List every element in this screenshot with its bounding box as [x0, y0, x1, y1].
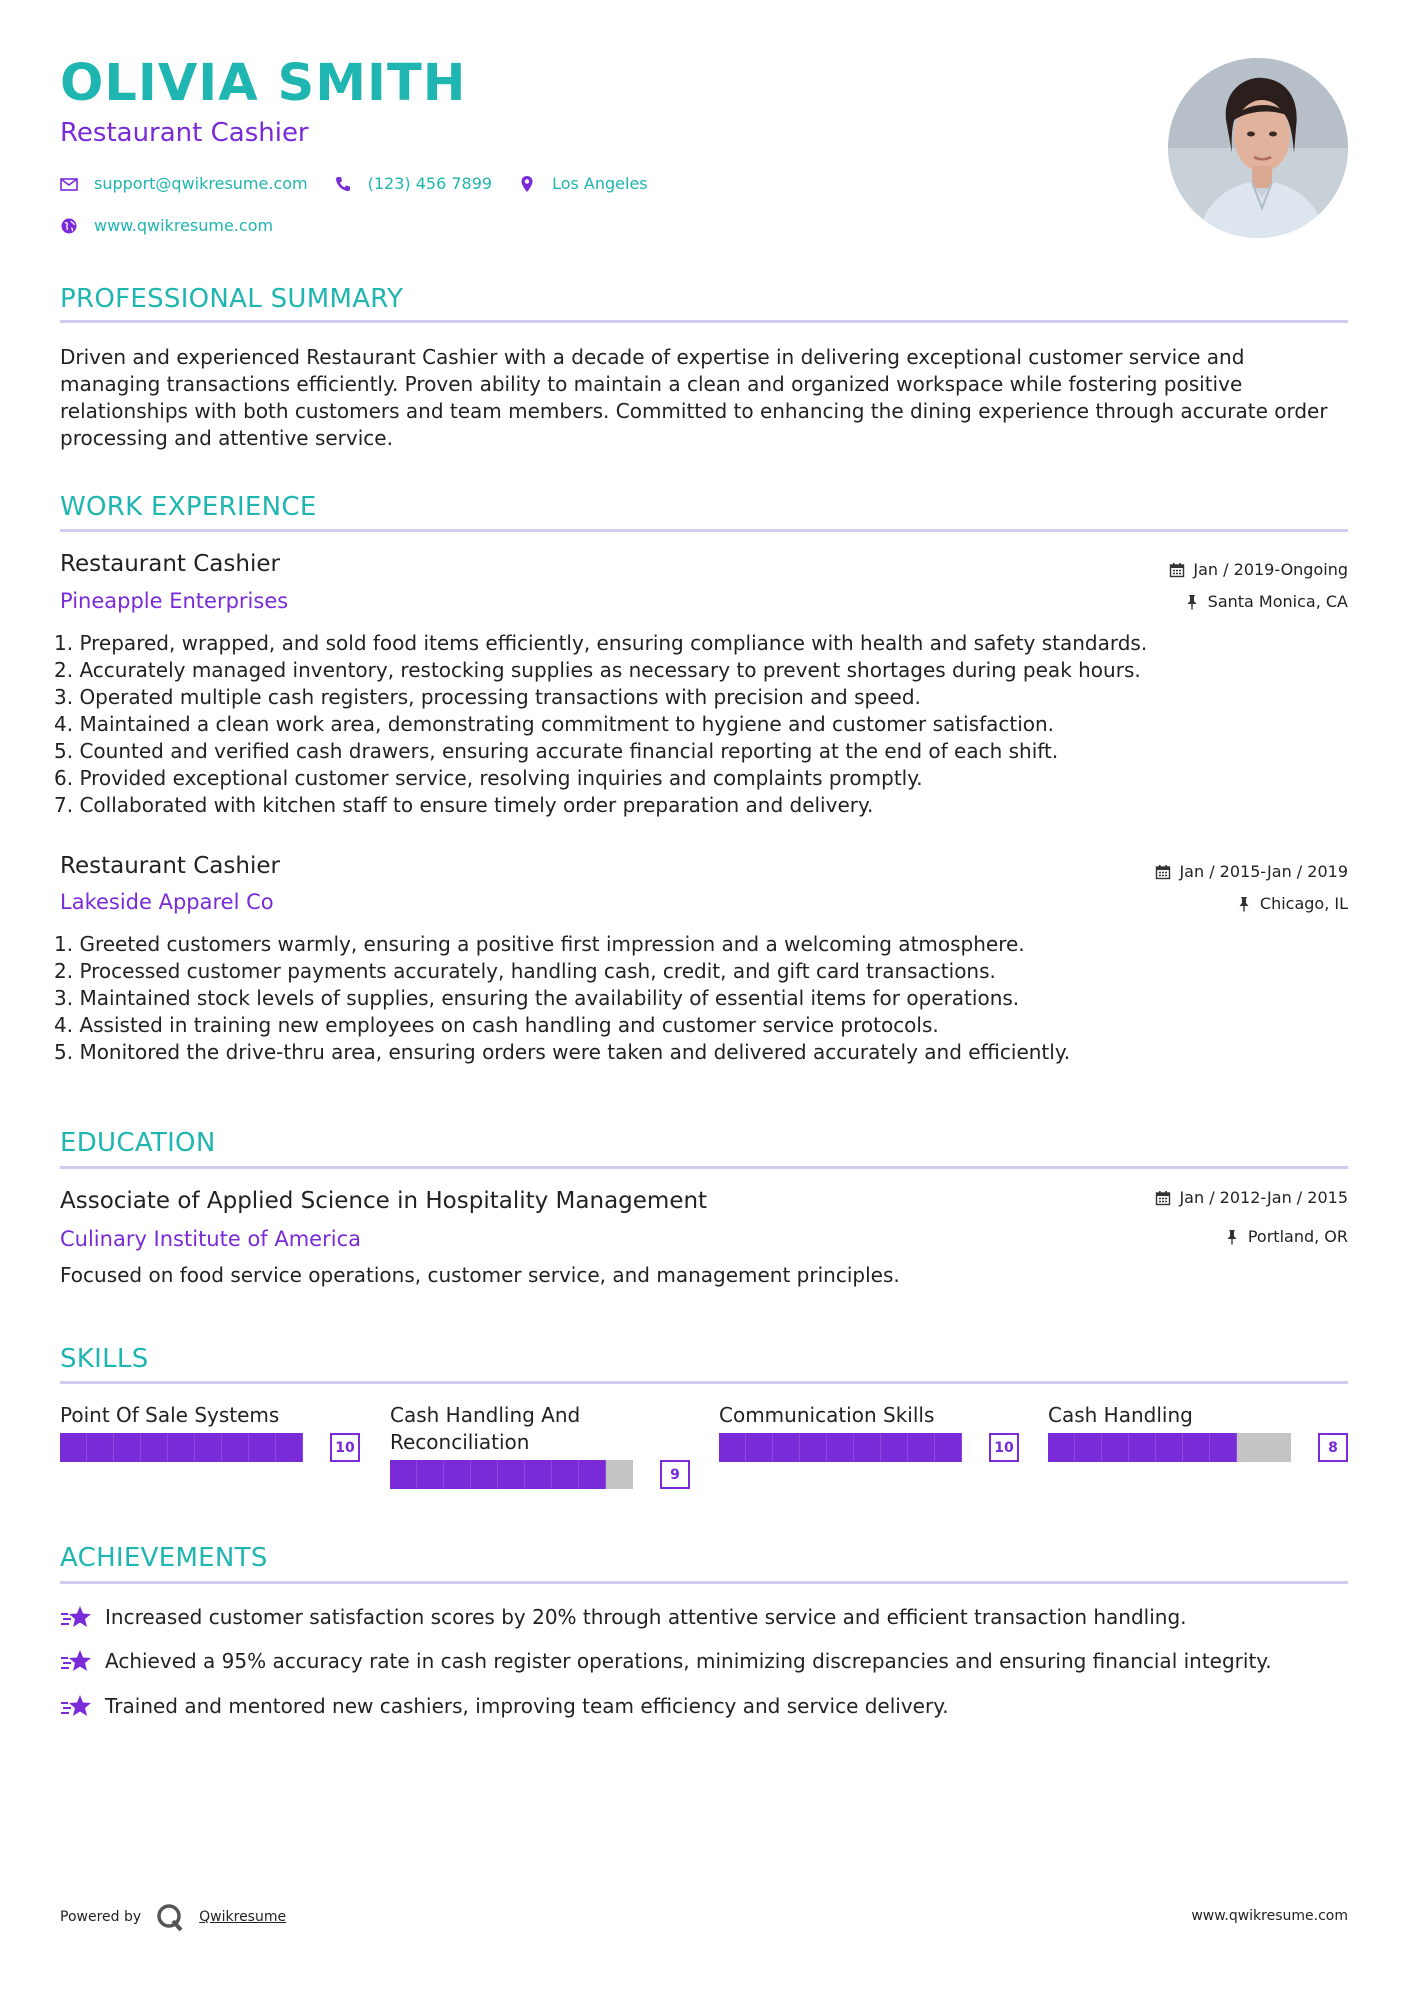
skill-segment: [276, 1433, 303, 1462]
skill-segment: [552, 1460, 579, 1489]
list-item: 4. Assisted in training new employees on cash handling and customer service protocols.: [54, 1013, 939, 1037]
list-item: 2. Accurately managed inventory, restocking supplies as necessary to prevent shortages during peak hours.: [54, 658, 1141, 682]
skill-segment: [1237, 1433, 1264, 1462]
footer-url[interactable]: www.qwikresume.com: [1191, 1908, 1348, 1924]
skill-segment: [87, 1433, 114, 1462]
skill-segment: [249, 1433, 276, 1462]
education-location: [1224, 1229, 1348, 1245]
job-title: Restaurant Cashier: [60, 853, 280, 879]
skills-heading: SKILLS: [60, 1344, 149, 1374]
job-location-text: Chicago, IL: [1259, 894, 1348, 913]
skill-segment: [471, 1460, 498, 1489]
contact-phone[interactable]: [334, 174, 492, 193]
contact-row-secondary: [60, 216, 299, 235]
skill-segment: [1156, 1433, 1183, 1462]
skill-level-badge: 10: [989, 1433, 1019, 1462]
qwikresume-link[interactable]: Qwikresume: [199, 1909, 287, 1925]
candidate-name: OLIVIA SMITH: [60, 54, 467, 113]
skill-item: [1048, 1402, 1348, 1462]
skill-segment: [854, 1433, 881, 1462]
skill-level-badge: 8: [1318, 1433, 1348, 1462]
skill-segment: [390, 1460, 417, 1489]
skill-track: [390, 1460, 633, 1489]
achievements-heading: ACHIEVEMENTS: [60, 1543, 268, 1573]
skill-level-bar: [390, 1460, 690, 1489]
skill-level-bar: [60, 1433, 360, 1462]
skill-segment: [444, 1460, 471, 1489]
skill-segment: [168, 1433, 195, 1462]
skill-segment: [195, 1433, 222, 1462]
education-description: Focused on food service operations, customer service, and management principles.: [60, 1263, 900, 1287]
skill-item: [60, 1402, 360, 1462]
list-item: 7. Collaborated with kitchen staff to ensure timely order preparation and delivery.: [54, 793, 874, 817]
education-heading: EDUCATION: [60, 1128, 216, 1158]
section-divider: [60, 529, 1348, 532]
contact-email[interactable]: [60, 174, 308, 193]
list-item: 1. Prepared, wrapped, and sold food items efficiently, ensuring compliance with health and safety standards.: [54, 631, 1148, 655]
shooting-star-icon: [60, 1693, 92, 1719]
skill-segment: [1075, 1433, 1102, 1462]
section-divider: [60, 1166, 1348, 1169]
skill-segment: [222, 1433, 249, 1462]
calendar-icon: [1155, 1190, 1171, 1206]
profile-photo: [1168, 58, 1348, 238]
globe-icon: [60, 217, 78, 235]
portrait-illustration: [1168, 58, 1348, 238]
education-dates-text: Jan / 2012-Jan / 2015: [1179, 1188, 1348, 1207]
experience-heading: WORK EXPERIENCE: [60, 492, 317, 522]
skill-segment: [606, 1460, 633, 1489]
skill-name: Cash Handling: [1048, 1403, 1193, 1427]
job-bullet-list: [54, 931, 1354, 1066]
skill-item: [390, 1402, 690, 1489]
achievement-item: [60, 1604, 1187, 1630]
list-item: 2. Processed customer payments accurately, handling cash, credit, and gift card transactions.: [54, 959, 996, 983]
powered-by-label: Powered by: [60, 1909, 142, 1925]
location-text: Los Angeles: [552, 174, 648, 193]
shooting-star-icon: [60, 1648, 92, 1674]
skill-segment: [579, 1460, 606, 1489]
job-location-text: Santa Monica, CA: [1207, 592, 1348, 611]
skill-track: [1048, 1433, 1291, 1462]
job-bullet-list: [54, 630, 1354, 819]
skill-segment: [141, 1433, 168, 1462]
section-divider: [60, 1381, 1348, 1384]
skill-level-badge: 9: [660, 1460, 690, 1489]
envelope-icon: [60, 175, 78, 193]
school-name: Culinary Institute of America: [60, 1227, 361, 1251]
job-company: Pineapple Enterprises: [60, 589, 289, 613]
phone-icon: [334, 175, 352, 193]
map-pin-icon: [518, 175, 536, 193]
skill-name: Communication Skills: [719, 1403, 935, 1427]
skill-level-badge: 10: [330, 1433, 360, 1462]
skill-segment: [935, 1433, 962, 1462]
achievement-text: Trained and mentored new cashiers, improving team efficiency and service delivery.: [105, 1694, 949, 1718]
job-location: [1236, 896, 1348, 912]
pushpin-icon: [1224, 1229, 1240, 1245]
contact-row-primary: [60, 174, 674, 193]
list-item: 1. Greeted customers warmly, ensuring a positive first impression and a welcoming atmosphere.: [54, 932, 1025, 956]
degree-title: Associate of Applied Science in Hospitality Management: [60, 1188, 708, 1214]
skill-segment: [746, 1433, 773, 1462]
list-item: 4. Maintained a clean work area, demonstrating commitment to hygiene and customer satisfaction.: [54, 712, 1055, 736]
skill-segment: [1129, 1433, 1156, 1462]
job-company: Lakeside Apparel Co: [60, 890, 274, 914]
job-location: [1184, 594, 1348, 610]
skill-name: Point Of Sale Systems: [60, 1403, 280, 1427]
skill-level-bar: [719, 1433, 1019, 1462]
achievement-text: Achieved a 95% accuracy rate in cash register operations, minimizing discrepancies and ensuring financial integrity.: [105, 1649, 1272, 1673]
skill-segment: [908, 1433, 935, 1462]
job-dates-text: Jan / 2015-Jan / 2019: [1179, 862, 1348, 881]
skill-segment: [417, 1460, 444, 1489]
job-dates: [1169, 562, 1348, 578]
skill-segment: [1102, 1433, 1129, 1462]
skill-segment: [1264, 1433, 1291, 1462]
skill-segment: [773, 1433, 800, 1462]
skill-item: [719, 1402, 1019, 1462]
shooting-star-icon: [60, 1604, 92, 1630]
calendar-icon: [1169, 562, 1185, 578]
job-dates-text: Jan / 2019-Ongoing: [1193, 560, 1348, 579]
list-item: 5. Monitored the drive-thru area, ensuring orders were taken and delivered accurately and efficiently.: [54, 1040, 1071, 1064]
contact-location: [518, 174, 648, 193]
email-text: support@qwikresume.com: [94, 174, 308, 193]
list-item: 3. Maintained stock levels of supplies, ensuring the availability of essential items for operations.: [54, 986, 1020, 1010]
job-dates: [1155, 864, 1348, 880]
section-divider: [60, 1581, 1348, 1584]
candidate-title: Restaurant Cashier: [60, 118, 309, 148]
skill-segment: [1210, 1433, 1237, 1462]
skill-segment: [1183, 1433, 1210, 1462]
pushpin-icon: [1236, 896, 1252, 912]
footer-branding: [60, 1902, 286, 1932]
skill-segment: [498, 1460, 525, 1489]
skill-segment: [1048, 1433, 1075, 1462]
achievement-item: [60, 1693, 949, 1719]
skill-level-bar: [1048, 1433, 1348, 1462]
job-title: Restaurant Cashier: [60, 551, 280, 577]
summary-text: Driven and experienced Restaurant Cashier with a decade of expertise in delivering exceptional customer service and managing transactions efficiently. Proven ability to maintain a clean and organized workspace while fostering positive relationships with both customers and team members. Committed to enhancing the dining experience through accurate order processing and attentive service.: [60, 345, 1328, 450]
education-location-text: Portland, OR: [1247, 1227, 1348, 1246]
summary-heading: PROFESSIONAL SUMMARY: [60, 284, 404, 314]
achievement-item: [60, 1648, 1272, 1674]
skill-track: [60, 1433, 303, 1462]
achievement-text: Increased customer satisfaction scores by 20% through attentive service and efficient transaction handling.: [105, 1605, 1187, 1629]
skill-segment: [719, 1433, 746, 1462]
skill-track: [719, 1433, 962, 1462]
calendar-icon: [1155, 864, 1171, 880]
skill-name: Cash Handling And Reconciliation: [390, 1403, 581, 1454]
skill-segment: [800, 1433, 827, 1462]
website-text: www.qwikresume.com: [94, 216, 274, 235]
list-item: 6. Provided exceptional customer service, resolving inquiries and complaints promptly.: [54, 766, 923, 790]
skill-segment: [827, 1433, 854, 1462]
skill-segment: [114, 1433, 141, 1462]
contact-website[interactable]: [60, 216, 273, 235]
skill-segment: [881, 1433, 908, 1462]
section-divider: [60, 320, 1348, 323]
skill-segment: [60, 1433, 87, 1462]
list-item: 5. Counted and verified cash drawers, ensuring accurate financial reporting at the end of each shift.: [54, 739, 1059, 763]
phone-text: (123) 456 7899: [367, 174, 493, 193]
qwikresume-logo-icon: [155, 1902, 185, 1932]
skill-segment: [525, 1460, 552, 1489]
education-dates: [1155, 1190, 1348, 1206]
pushpin-icon: [1184, 594, 1200, 610]
list-item: 3. Operated multiple cash registers, processing transactions with precision and speed.: [54, 685, 921, 709]
